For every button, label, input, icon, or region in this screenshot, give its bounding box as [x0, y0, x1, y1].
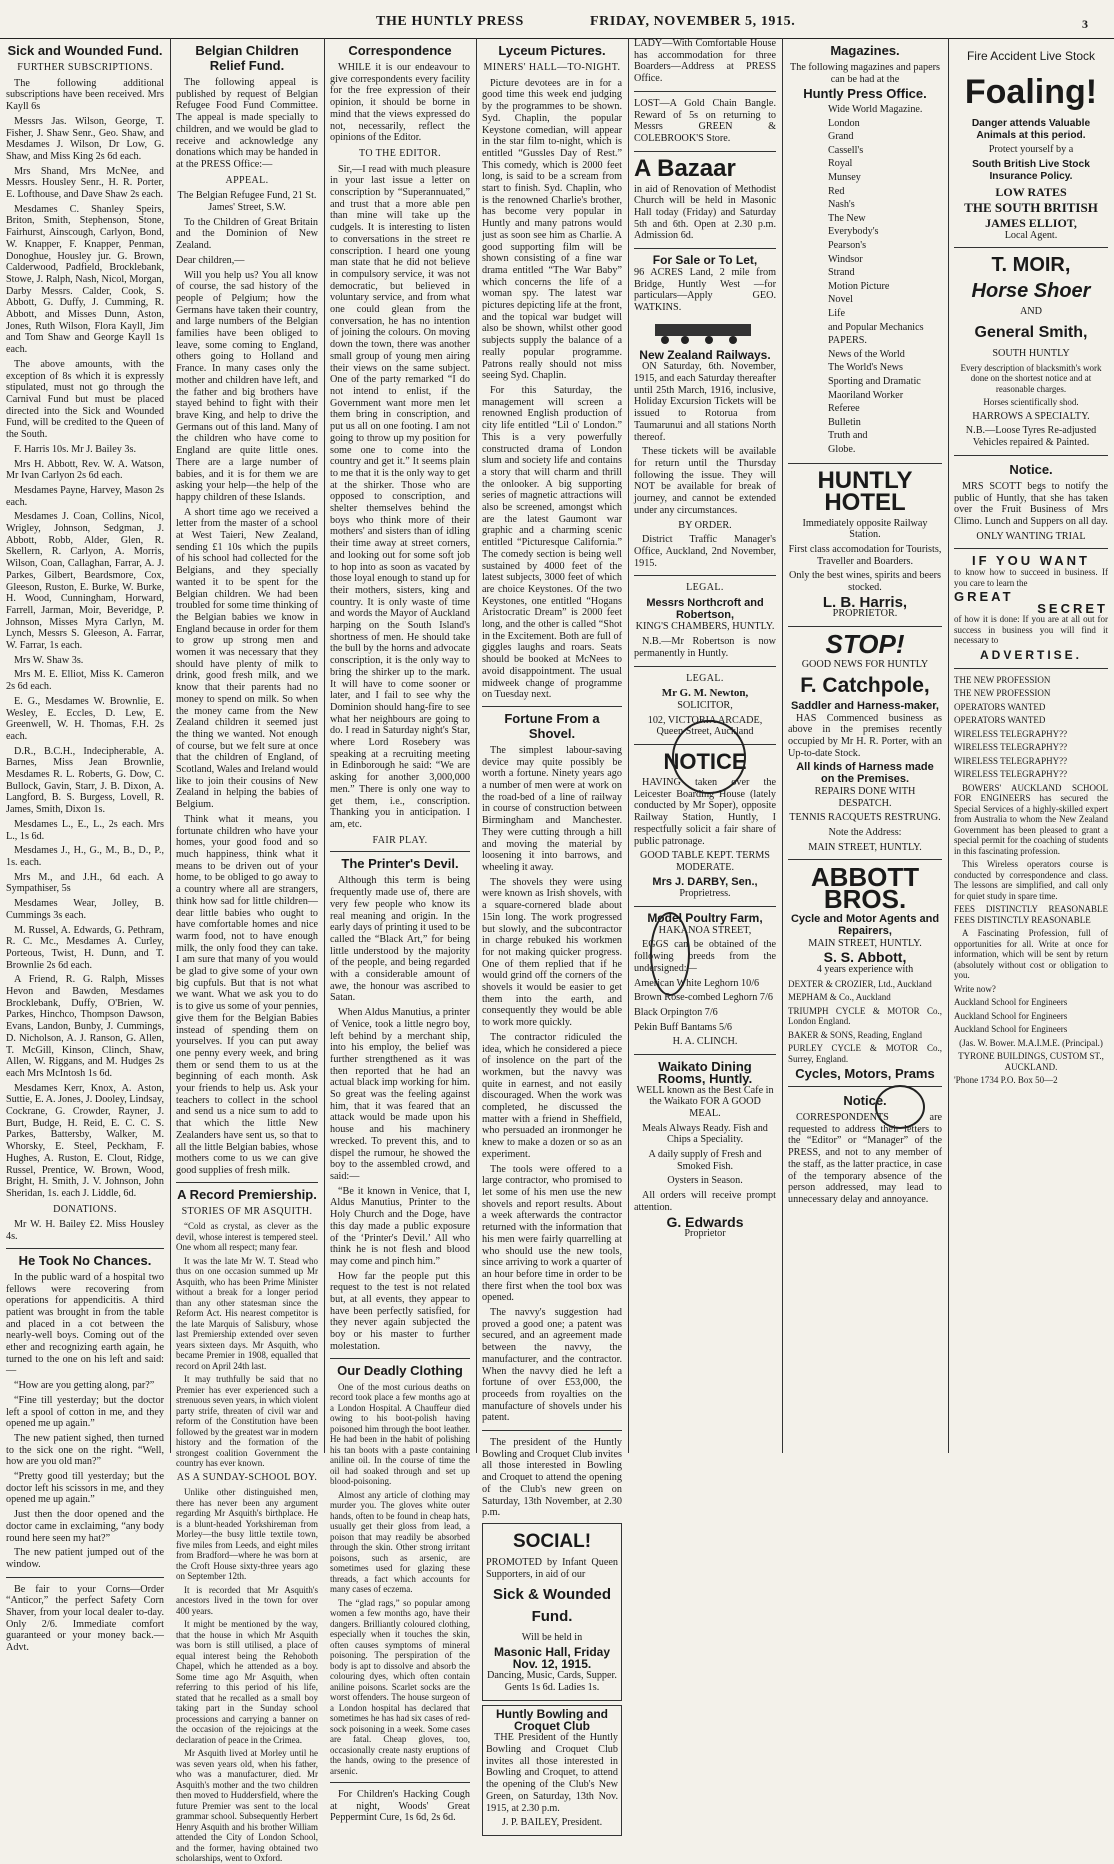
bowling-title: Huntly Bowling and Croquet Club [496, 1706, 608, 1733]
headline-notice-scott: Notice. [1009, 461, 1053, 477]
column-1 [0, 38, 170, 1654]
article-paragraph: Mesdames Wear, Jolley, B. Cummings 3s each. [6, 898, 164, 921]
dining-rooms-title: Waikato Dining Rooms, Huntly. [657, 1059, 753, 1086]
article-paragraph: Unlike other distinguished men, there has never been any argument regarding Mr Asquith's birthplace. He is a blunt-headed Yorkshireman from Morley—the busy little textile town, five miles from Leeds, and eight miles from Bradford—where he was born at the Croft House sixty-three years ago on September 12th. [176, 1487, 318, 1582]
article-paragraph: Mesdames J., H., G., M., B., D., P., 1s. each. [6, 845, 164, 868]
article-paragraph: Mesdames Kerr, Knox, A. Aston, Suttie, E. A. Jones, J. Dooley, Lindsay, Cockrane, G. Crowder, Rayner, J. Burt, Budge, H. Reid, E. C. C. S. Parkes, Battersby, Walker, M. Whorsky, E. Steel, Peckham, F. Hughes, A. Ruston, E. Clout, Ridge, Russel, Prentice, W. Brown, Wood, Bright, H. Smith, J. V. Johnson, John Sheridan, 1s. each J. Liddle, 6d. [6, 1082, 164, 1199]
advertise-heading: ADVERTISE. [979, 647, 1082, 662]
hotel-proprietor-title: PROPRIETOR. [832, 608, 898, 620]
headline-notice: Notice. [843, 1093, 887, 1109]
wireless-line: WIRELESS TELEGRAPHY?? [954, 755, 1068, 766]
wireless-school: Auckland School for Engineers [954, 1024, 1068, 1035]
magazine-item: Motion Picture [828, 280, 890, 292]
social-line: PROMOTED by Infant Queen Supporters, in aid of our [486, 1556, 618, 1580]
dining-text: Meals Always Ready. Fish and Chips a Speciality. [642, 1122, 768, 1146]
magazine-item: Life [828, 308, 845, 320]
poultry-breed: Brown Rose-combed Leghorn 7/6 [634, 992, 773, 1004]
headline-sick-wounded-fund: Sick and Wounded Fund. [7, 43, 163, 58]
catchpole-note: Note the Address: [828, 826, 902, 838]
magazine-item: Maoriland Worker [828, 389, 904, 401]
magazine-item: Truth and [828, 430, 868, 442]
article-paragraph: “Be it known in Venice, that I, Aldus Manutius, Printer to the Holy Church and the Doge, have this day made a public exposure of the ‘Printer's Devil.’ All who think he is not flesh and blood may come and pinch him.” [330, 1185, 470, 1267]
magazine-item: Strand [828, 267, 855, 279]
bowling-signature: J. P. BAILEY, President. [501, 1817, 603, 1829]
south-british: THE SOUTH BRITISH [964, 200, 1098, 216]
trial-note: ONLY WANTING TRIAL [976, 530, 1086, 542]
solicitors-note: N.B.—Mr Robertson is now permanently in Huntly. [634, 636, 776, 659]
catchpole-address: MAIN STREET, HUNTLY. [808, 841, 922, 853]
magazines-office: Huntly Press Office. [803, 86, 927, 102]
abbott-firm: PURLEY CYCLE & MOTOR Co., Surrey, England. [788, 1043, 942, 1064]
moir-and: AND [1019, 306, 1043, 318]
letter-heading: TO THE EDITOR. [359, 147, 441, 159]
dining-proprietor: G. Edwards [666, 1213, 744, 1230]
wireless-line: OPERATORS WANTED [954, 715, 1046, 726]
social-advertisement [482, 1523, 622, 1701]
subheading: STORIES OF MR ASQUITH. [181, 1205, 313, 1217]
article-paragraph: Mrs M. E. Elliot, Miss K. Cameron 2s 6d each. [6, 669, 164, 693]
magazine-item: The World's News [828, 362, 903, 374]
article-paragraph: “How are you getting along, par?” [14, 1380, 155, 1392]
wireless-line: THE NEW PROFESSION [954, 674, 1051, 685]
article-paragraph: F. Harris 10s. Mr J. Bailey 3s. [14, 443, 136, 455]
solicitors-address: KING'S CHAMBERS, HUNTLY. [635, 621, 775, 633]
catchpole-repairs: REPAIRS DONE WITH DESPATCH. [814, 785, 916, 809]
article-paragraph: The following additional subscriptions have been received. Mrs Kayll 6s [6, 77, 164, 113]
abbott-firm: BAKER & SONS, Reading, England [788, 1029, 922, 1040]
handwritten-mark [650, 912, 690, 996]
catchpole-tennis: TENNIS RACQUETS RESTRUNG. [789, 812, 941, 824]
article-paragraph: Mesdames Payne, Harvey, Mason 2s each. [6, 484, 164, 508]
insurance-policy: South British Live Stock Insurance Policy. [972, 159, 1090, 182]
page-number: 3 [1082, 17, 1089, 31]
wireless-principal: (Jas. W. Bower. M.A.I.M.E. (Principal.) [959, 1037, 1103, 1048]
handwritten-mark [875, 1085, 925, 1129]
if-you-want: IF YOU WANT [972, 553, 1090, 569]
railways-order: BY ORDER. [678, 519, 732, 531]
advertisement-anticor: Be fair to your Corns—Order “Anticor,” the perfect Safety Corn Shaver, from your local dealer to-day. Only 2/6. Immediate comfort guaranteed or your money back.—Advt. [6, 1583, 164, 1654]
magazine-item: London [828, 117, 860, 129]
dining-text: WELL known as the Best Cafe in the Waikato FOR A GOOD MEAL. [636, 1084, 774, 1119]
abbott-firm: TRIUMPH CYCLE & MOTOR Co., London England. [788, 1005, 942, 1027]
article-paragraph: The navvy's suggestion had proved a good one; a patent was secured, and an agreement made between the navvy, the manufacturer, and the contractor. When the navvy died he left a fortune of over £53,000, the proceeds from royalties on the manufacture of shovels under his patent. [482, 1307, 622, 1424]
article-paragraph: D.R., B.C.H., Indecipherable, A. Barnes, Miss Jean Brownlie, Mesdames R. L. Roberts, G. Dow, C. Bullock, Gavin, Starr, J. B. Dixon, A. Langford, B. S. Burgess, Lovell, R. James, Smith, Dixon 1s. [6, 745, 164, 816]
cycles-motors-prams: Cycles, Motors, Prams [795, 1066, 935, 1082]
wireless-line: THE NEW PROFESSION [954, 688, 1051, 699]
if-you-want-text: to know how to succeed in business. If you care to learn the [954, 567, 1108, 588]
poultry-breed: Pekin Buff Bantams 5/6 [634, 1021, 733, 1033]
headline-our-deadly-clothing: Our Deadly Clothing [330, 1358, 470, 1378]
wireless-phone: 'Phone 1734 P.O. Box 50—2 [954, 1075, 1058, 1086]
abbott-firm: DEXTER & CROZIER, Ltd., Auckland [788, 978, 932, 989]
wireless-address: TYRONE BUILDINGS, CUSTOM ST., AUCKLAND. [958, 1051, 1104, 1072]
notice-terms: GOOD TABLE KEPT. TERMS MODERATE. [640, 850, 770, 873]
social-fund: Sick & Wounded Fund. [492, 1586, 612, 1626]
headline-belgian-children-relief: Belgian Children Relief Fund. [195, 43, 299, 73]
moir-smith: General Smith, [974, 324, 1088, 342]
notice-text: HAVING taken over the Leicester Boarding House (lately conducted by Mr Soper), opposite Railway Station, Huntly, I respectfully solicit a fair share of public patronage. [634, 777, 776, 847]
headline-he-took-no-chances: He Took No Chances. [6, 1248, 164, 1268]
headline-magazines: Magazines. [830, 43, 900, 58]
magazine-item: Novel [828, 294, 853, 306]
article-paragraph: For this Saturday, the management will screen a renowned English production of city life entitled “Lil o' London.” This is a very powerfully constructed drama of London slum and society life and contains a story that will charm and thrill the onlooker. A big supporting series of magnetic attractions will also be screened, amongst which are the latest Gaumont war graphic and a charming scenic entitled “Picturesque California.” The comedy section is being well sustained by 4000 feet of the latest subjects, 3000 feet of which are choice Keystones. Of the two Keystones, one entitled “Hogans Aristocratic Dream” is 2000 feet long, and the other is called “Shot in the Excitement. Both are full of giggles laughs and roars. Seats should be booked at McNees to avoid disappointment. The usual midweek change of programme on Tuesday next. [482, 384, 622, 701]
article-paragraph: How far the people put this request to the test is not related but, at all events, they appear to have been perfectly satisfied, for they never again subjected the boy or his master to further molestation. [330, 1270, 470, 1352]
moir-trade: Horse Shoer [971, 280, 1091, 303]
article-paragraph: The new patient sighed, then turned to the sick one on the right. “Well, how are you old man?” [6, 1432, 164, 1468]
magazine-item: Munsey [828, 172, 861, 184]
social-title: SOCIAL! [512, 1530, 592, 1552]
subheading: FURTHER SUBSCRIPTIONS. [17, 62, 153, 73]
headline-record-premiership: A Record Premiership. [176, 1182, 318, 1202]
magazine-item: Pearson's [828, 240, 867, 252]
moir-text: Horses scientifically shod. [983, 397, 1079, 408]
article-paragraph: The contractor ridiculed the idea, which he considered a piece of insolence on the part of the workmen, but the navvy was quite in earnest, and not easily discouraged. When the work was completed, he discussed the matter with a friend in Sheffield, who persuaded an ironmonger he knew to make a dozen or so as an experiment. [482, 1031, 622, 1160]
magazine-item: PAPERS. [828, 335, 867, 347]
train-illustration [645, 320, 765, 344]
notice-proprietress-title: Proprietress. [679, 888, 731, 900]
social-line: Dancing, Music, Cards, Supper. Gents 1s 6d. Ladies 1s. [487, 1670, 617, 1694]
handwritten-mark [672, 720, 746, 794]
catchpole-text: HAS Commenced business as above in the premises recently occupied by Mr H. R. Porter, with an Up-to-date Stock. [788, 712, 942, 759]
abbott-firm: MEPHAM & Co., Auckland [788, 992, 891, 1003]
notice-title: NOTICE [663, 749, 747, 775]
article-paragraph: A short time ago we received a letter from the master of a school at West Taieri, New Zealand, sending £1 10s which the pupils of his school had collected for the Belgians, and they specially wanted it to be spent for the Belgian children. We had been troubled for some time thinking of the Belgian babies we know in England because in order for them to grow up strong men and women it was necessary that they should have plenty of milk to drink, good fresh milk, and we know that their parents had no money to spend on milk. So when the money came from the New Zealand children it seemed just the thing we wanted. Not enough of course, but we felt sure at once that the children of England, of Scotland, Wales and Ireland would like to join their cousins of New Zealand in helping the babies of Belgium. [176, 506, 318, 811]
article-paragraph: The “glad rags,” so popular among women a few months ago, have their dangers. Brilliantly coloured clothing, especially when it touches the skin, often causes symptoms of mineral poisoning. The perspiration of the body is apt to dissolve and absorb the colouring dyes, which often contain aniline poisons. Scarlet socks are the worst offenders. The house surgeon of a London hospital has declared that sometimes he has had six cases of red-sock poisoning in a week. Some cases are fatal. Cheap gloves, too, occasionally create nasty eruptions of the hands, owing to the presence of arsenic. [330, 1597, 470, 1776]
issue-date: FRIDAY, NOVEMBER 5, 1915. [590, 14, 796, 29]
column-3 [324, 38, 476, 1824]
appeal-address: The Belgian Refugee Fund, 21 St. James' Street, S.W. [177, 190, 317, 214]
catchpole-name: F. Catchpole, [800, 673, 930, 697]
foaling-heading: Foaling! [964, 73, 1098, 111]
bazaar-title: A Bazaar [634, 154, 736, 182]
article-paragraph: It may truthfully be said that no Premier has ever experienced such a strenuous seven years, in which violent party strife, threaten of civil war and reform of the Constitution have been followed by the greatest war in modern history and the formation of the strongest coalition Government the country has ever known. [176, 1374, 318, 1469]
catchpole-trade: Saddler and Harness-maker, [791, 699, 939, 712]
wireless-text: This Wireless operators course is conducted by correspondence and class. The lessons are simplified, and call only for quiet study in spare time. [954, 859, 1108, 901]
poultry-farm-street: HAKANOA STREET, [658, 924, 752, 936]
letter-signature: FAIR PLAY. [372, 834, 428, 846]
headline-printers-devil: The Printer's Devil. [330, 851, 470, 871]
article-paragraph: Mr Asquith lived at Morley until he was seven years old, when his father, who was a manufacturer, died. Mr Asquith's mother and the two children then moved to Huddersfield, where the future Premier was sent to the local grammar school. Subsequently Herbert Henry Asquith and his brother William attended the City of London School, and the former, having obtained two scholarships, went to Oxford. [176, 1748, 318, 1864]
moir-tyres: N.B.—Loose Tyres Re-adjusted Vehicles repaired & Painted. [965, 425, 1097, 449]
for-sale-details: 96 ACRES Land, 2 mile from Bridge, Huntly West —for particulars—Apply GEO. WATKINS. [634, 266, 776, 313]
hotel-accommodation: First class accomodation for Tourists, Traveller and Boarders. [788, 543, 942, 567]
column-7 [948, 38, 1114, 1453]
notice-proprietress: Mrs J. DARBY, Sen., [652, 875, 758, 888]
appeal-heading: APPEAL. [225, 174, 269, 186]
dining-text: All orders will receive prompt attention. [634, 1190, 776, 1213]
magazines-list [788, 103, 942, 456]
article-paragraph: The simplest labour-saving device may quite possibly be worth a fortune. Ninety years ago a number of men were at work on the road-bed of a line of railway in course of construction between Birmingham and Manchester. They were cutting through a hill and moving the material by loosening it into barrows, and wheeling it away. [482, 744, 622, 873]
magazine-item: Windsor [828, 253, 863, 265]
abbott-trade: Cycle and Motor Agents and Repairers, [790, 913, 940, 938]
magazine-item: Wide World Magazine. [828, 104, 923, 116]
low-rates: LOW RATES [995, 184, 1067, 199]
wireless-line: WIRELESS TELEGRAPHY?? [954, 728, 1068, 739]
bazaar-details: in aid of Renovation of Methodist Church will be held in Masonic Hall today (Friday) and Saturday 5th and 6th. Open at 2.30 p.m. Admission 6d. [634, 183, 776, 242]
article-paragraph: Think what it means, you fortunate children who have your homes, your good food and so much happiness, think what it means to be driven out of your home, to be obliged to go away to a country where all are strangers, think how sad for little children—dear little babies who ought to have comfortable homes and nice warm food, not to have enough milk, the only food they can take. I am sure that many of you would be glad to give some of your own big cupfuls. But that is not what we want. What we ask you to do is to give us some of your pennies, give them for the Belgian Babies instead of spending them on yourselves. If you can put away one penny every week, and bring them or send them to us at the beginning of each month. Ask your friends to help us. Ask your teachers to collect in the school and send us a nice sum to add to that which the little New Zealanders have sent us, so that to all the little Belgian babies, whose mothers come to us we can give good supplies of fresh milk. [176, 813, 318, 1176]
foaling-danger: Danger attends Valuable Animals at this period. [971, 118, 1091, 141]
column-2 [170, 38, 324, 1864]
railways-office: District Traffic Manager's Office, Auckland, 2nd November, 1915. [634, 534, 776, 569]
wireless-text: BOWERS' AUCKLAND SCHOOL FOR ENGINEERS has secured the Special Services of a highly-skilled expert from Australia to whom the New Zealand Government has been pleased to grant a special permit for the coaching of students in this fascinating profession. [954, 782, 1108, 856]
subheading: AS A SUNDAY-SCHOOL BOY. [176, 1471, 318, 1483]
bowling-text: THE President of the Huntly Bowling and Croquet Club invites all those interested in Bowling and Croquet, to attend the opening of the Club's New Green, on Saturday, 13th Nov. 1915, at 2.30 p.m. [486, 1732, 618, 1814]
moir-harrows: HARROWS A SPECIALTY. [972, 410, 1090, 422]
scott-notice: MRS SCOTT begs to notify the public of Huntly, that she has taken over the Fruit Business of Mrs Climo. Lunch and Suppers on all day. [954, 480, 1108, 527]
railways-title: New Zealand Railways. [639, 347, 771, 362]
article-paragraph: The above amounts, with the exception of 8s which it is expressly stipulated, must not go through the Carnival Fund but must be placed directed into the Sick and Wounded Fund, will be credited to the Queen of the South. [6, 358, 164, 441]
abbott-address: MAIN STREET, HUNTLY. [808, 937, 922, 949]
magazine-item: News of the World [828, 348, 905, 360]
article-paragraph: Mesdames L., E., L., 2s each. Mrs L., 1s 6d. [6, 818, 164, 842]
headline-fortune-from-a-shovel: Fortune From a Shovel. [482, 706, 622, 741]
dining-text: Oysters in Season. [667, 1175, 743, 1187]
salutation: Dear children,— [176, 254, 245, 266]
donations-heading: DONATIONS. [53, 1203, 117, 1215]
dining-proprietor-title: Proprietor [684, 1228, 726, 1240]
poultry-breed: American White Leghorn 10/6 [634, 977, 760, 989]
article-paragraph: M. Russel, A. Edwards, G. Pethram, R. C. Mc., Mesdames A. Curley, Porteous, Twist, H. Dunn, and T. Brownlie 2s 6d each. [6, 924, 164, 971]
article-paragraph: The following appeal is published by request of Belgian Refugee Food Fund Committee. The appeal is made specially to children, and we would be glad to receive and acknowledge any donations which may be handed in at the PRESS Office:— [176, 77, 318, 170]
wireless-line: WIRELESS TELEGRAPHY?? [954, 742, 1068, 753]
article-paragraph: E. G., Mesdames W. Brownlie, E. Wesley, E. Eccles, D. Lew, E. Greenwell, W. H. Thomas, F.H. 2s each. [6, 695, 164, 742]
secret-heading: SECRET [1037, 600, 1108, 616]
bowling-club-advertisement [482, 1705, 622, 1836]
article-paragraph: When Aldus Manutius, a printer of Venice, took a little negro boy, left behind by a merchant ship, into his employ, the belief was further strengthened as it was then reported that he had an actual black imp working for him. So great was the feeling against him, that it was feared that an attack would be made upon his house and his machinery wrecked. To prevent this, and to dispel the rumour, he showed the boy to the assembled crowd, and said:— [330, 1007, 470, 1182]
newspaper-title: THE HUNTLY PRESS [376, 14, 524, 29]
article-paragraph: Mr W. H. Bailey £2. Miss Housley 4s. [6, 1219, 164, 1243]
article-paragraph: The new patient jumped out of the window. [6, 1547, 164, 1570]
social-venue: Masonic Hall, Friday Nov. 12, 1915. [493, 1645, 611, 1671]
article-paragraph: Mrs W. Shaw 3s. [14, 654, 84, 666]
agent-name: JAMES ELLIOT, [985, 215, 1077, 230]
article-paragraph: One of the most curious deaths on record took place a few months ago at a London Hospital. A Chauffeur died owing to his boot-polish having poisoned him through the boot leather. He had been in the habit of polishing his tan boots with a paste containing aniline oil. In the course of time the oil had soaked through and set up blood-poisoning. [330, 1381, 470, 1487]
poultry-owner: H. A. CLINCH. [672, 1036, 738, 1048]
solicitor-address: 102, VICTORIA ARCADE, Queen Street, Auckland [647, 714, 763, 738]
hotel-location: Immediately opposite Railway Station. [802, 517, 928, 541]
article-paragraph: Almost any article of clothing may murder you. The gloves white outer hands, often to be found in cheap hats, usually get their gloss from lead, a poison that may readily be absorbed through the skin. Other strong irritant poisons, such as arsenic, are sometimes used for glazing these threads, a fact which accounts for many cases of eczema. [330, 1489, 470, 1595]
article-paragraph: It was the late Mr W. T. Stead who thus on one occasion summed up Mr Asquith, who has been Prime Minister without a break for a longer period than any other statesman since the Reform Act. His nearest competitor is the late Marquis of Salisbury, whose last Premiership extended over seven years sixteen days. Mr Asquith, who became Premier in 1908, equalled that record on April 24th last. [176, 1255, 318, 1371]
magazine-item: Red [828, 185, 845, 197]
article-paragraph: Mesdames C. Shanley Speirs, Briton, Smith, Stephenson, Stone, Fairhurst, Ainscough, Carlyon, Bond, W. Knapper, F. Knapper, Penman, Donoghue, Housley jur. G. Brown, Calderwood, Padfield, Brocklebank, Stowe, J. Ralph, Nash, Nicol, Morgan, Darby Messrs. Calder, Cook, S. Abbott, G. Duffy, J. Cumming, R. Abbott, and Misses Dunn, Aston, Jones, Ruth Wilson, Flora Kayll, Jim and Tom Shaw and George Kayll 1s each. [6, 203, 164, 356]
stop-heading: STOP! [825, 629, 905, 660]
article-paragraph: Mrs Shand, Mrs McNee, and Messrs. Housley Senr., H. R. Porter, E. Lofthouse, and Dave Shaw 2s each. [6, 165, 164, 201]
great-heading: GREAT [954, 589, 1014, 605]
article-paragraph: Mrs M., and J.H., 6d each. A Sympathiser, 5s [6, 871, 164, 895]
legal-heading: LEGAL. [686, 672, 724, 684]
masthead [0, 0, 1114, 39]
article-paragraph: Just then the door opened and the doctor came in exclaiming, “any body round here seen my hat?” [6, 1509, 164, 1544]
magazine-item: Globe. [828, 443, 856, 455]
catchpole-harness: All kinds of Harness made on the Premises. [796, 761, 934, 786]
wireless-text: A Fascinating Profession, full of opportunities for all. Write at once for information, which will be sent by return (absolutely without cost or obligation to you. [954, 928, 1108, 981]
correspondents-notice: CORRESPONDENTS are requested to address their letters to the “Editor” or “Manager” of the PRESS, and not to any member of the staff, as the latter practice, in case of the temporary absence of the person addressed, may lead to unnecessary delay and annoyance. [788, 1112, 942, 1205]
magazine-item: The New [828, 212, 866, 224]
article-paragraph: Picture devotees are in for a good time this week end judging by the programmes to be shown. Syd. Chaplin, the popular Keystone comedian, will appear in the star film to-night, which is entitled “Gussles Day of Rest.” This comedy, which is 2000 feet long, is said to be a scream from start to finish. Syd. Chaplin, who is the renowned Charlie's brother, has become very popular in Huntly and many patrons would just as soon see him as Charlie. A good supporting film will be shown consisting of a fine war drama entitled “The War Baby” which concerns the life of a woman spy. The latest war pictures depicting life at the front, and the topical war budget will also be shown, whilst other good subjects supply the balance of a really popular programme. Patrons really should not miss seeing Syd. Chaplin. [482, 77, 622, 382]
wireless-line: WIRELESS TELEGRAPHY?? [954, 769, 1068, 780]
poultry-breed: Black Orpington 7/6 [634, 1007, 718, 1018]
poultry-farm-text: EGGS can be obtained of the following breeds from the undersigned:— [634, 939, 776, 974]
railways-text: ON Saturday, 6th. November, 1915, and each Saturday thereafter until 25th March, 1916, inclusive, Holiday Excursion Tickets will be issued to Rotorua from Taumarunui and all stations North thereof. [634, 361, 776, 443]
for-sale-title: For Sale or To Let, [652, 253, 758, 268]
legal-heading: LEGAL. [686, 582, 724, 594]
article-paragraph: Mrs H. Abbott, Rev. W. A. Watson, Mr Ivan Carlyon 2s 6d each. [6, 458, 164, 482]
article-paragraph: Messrs Jas. Wilson, George, T. Fisher, J. Shaw Senr., Geo. Shaw, and Mesdames J. Wilson, Dr Low, G. Shaw, and Miss King 2s 6d each. [6, 115, 164, 162]
railways-text: These tickets will be available for return until the Thursday following the issue. They will NOT be available for break of journey, and cannot be extended under any circumstances. [634, 446, 776, 516]
wireless-school: Auckland School for Engineers [954, 1010, 1068, 1021]
hotel-proprietor: L. B. Harris, [822, 593, 908, 611]
foaling-protect: Protect yourself by a [988, 144, 1074, 156]
article-paragraph: Will you help us? You all know of course, the sad history of the people of Pelgium; how the Germans have taken their country, and large numbers of the Belgian families have been obliged to leave, some coming to England, others going to Holland and France. In many cases only the mother and children have left, and the father and big brothers have stayed behind to fight with their brave King, and help to drive the Germans out of this land. Many of the children who have come to England are quite little ones. There are a large number of babies, and it is for them we are asking your help—the help of the happy children of these Islands. [176, 269, 318, 503]
huntly-hotel-title: HUNTLY HOTEL [817, 466, 913, 516]
article-paragraph: “Pretty good till yesterday; but the doctor left his scissors in me, and they opened me up again.” [6, 1471, 164, 1506]
magazines-intro: The following magazines and papers can be had at the [790, 62, 940, 85]
moir-location: SOUTH HUNTLY [992, 348, 1070, 360]
article-paragraph: A Friend, R. G. Ralph, Misses Hevon and Bawden, Mesdames Brocklebank, Duffy, O'Brien, W. Parkes, Hinchco, Thompson Dawson, Evans, Landon, Bunby, J. Cummings, D. Nicholson, A. J. Ranson, G. Allen, T. McGill, Kinson, Clinch, Shaw, Allen, W. Riggans, and M. Hudges 2s each Mrs McIntosh 1s 6d. [6, 974, 164, 1079]
abbott-bros-title: ABBOTT BROS. [810, 862, 920, 915]
article-paragraph: “Fine till yesterday; but the doctor left a spool of cotton in me, and they opened me up again.” [6, 1394, 164, 1430]
social-line: Will be held in [521, 1632, 583, 1644]
secret-text: of how it is done: If you are at all out for success in business you will find it necessary to [954, 614, 1108, 646]
magazine-item: Nash's [828, 199, 855, 211]
appeal-recipient: To the Children of Great Britain and the Dominion of New Zealand. [176, 216, 318, 252]
article-paragraph: In the public ward of a hospital two fellows were recovering from operations for appendicitis. A third patient was brought in from the table and placed in a cot between the nearly-well boys. Coming out of the ether and recognizing earth again, he turned to the one on his left and said:— [6, 1271, 164, 1377]
article-paragraph: Mesdames J. Coan, Collins, Nicol, Wrigley, Johnson, Sedgman, J. Abbott, Robb, Alder, Glen, R. Skellern, R. Carlyon, A. Morris, Wilson, Coan, Callaghan, Farrar, A. J. Parkes, Gilbert, Beardsmore, Cox, Gleeson, Ruston, E. Burke, W. Burke, H. Wood, Cunningham, Horward, Farrell, Jarman, Moir, Beveridge, P. Johnson, Misses Myra Carlyn, M. Lynch, Messrs S. Gleeson, A. Farrar, W. Farrar, 1s each. [6, 511, 164, 652]
poultry-farm-title: Model Poultry Farm, [647, 911, 763, 926]
classified-lady-boarders: LADY—With Comfortable House has accommodation for three Boarders—Address at PRESS Office. [634, 38, 776, 85]
magazine-item: Grand [828, 131, 854, 143]
wireless-fees: FEES DISTINCTLY REASONABLE FEES DISTINCTLY REASONABLE [954, 904, 1108, 925]
article-paragraph: The shovels they were using were known as Irish shovels, with a square-cornered blade about 15in long. The work progressed but slowly, and the subcontractor in charge rebuked his workmen for not making quicker progress. One of them replied that if he would grind off the corners of the shovels it would be easier to get them into the earth, and consequently they would be able to work more quickly. [482, 876, 622, 1029]
letter-body: Sir,—I read with much pleasure in your last issue a letter on conscription by “Superannuated,” and trust that a more able pen than mine will take up the cudgels. It is interesting to listen to conversations in the street re conscription. I heard one young man state that he did not believe in compulsory service, it was not democratic, but believed in voluntary service, and from what one could glean from the conversation, he has no intention of joining the colours. On moving down the town, there was another small group of young men airing their views on the same subject. One of the party remarked “I do not intend to enlist, if the Government want more men let them bring in conscription, and put us all on one footing. I am not going to throw up my position for some one to come into the country and get it.” It seems plain to me that it is the only way to get at the shirker. Those who are opposed to conscription, and shelter themselves behind the boys who think more of their mothers' and sisters than of idling their time away at street corners, and looking out for some soft job to hop into as soon as vacated by those loyal enough to stand up for their mothers, sisters, king and country. It is only waste of time and words the Mayor of Auckland harping on the South Island's shortness of men. He should take the bull by the horns and advocate conscription, it is the only way to bring the shirker up to the mark. It will have to come sooner or later, and I fail to see why the Dominion should hang-fire to see what her neighbours are going to do. I read in Saturday night's Star, where Lord Rosebery was speaking at a recruiting meeting in Edinborough he said: “We are asking for another 3,000,000 men.” There is only one way to get them, i.e., conscription. Thanking you in anticipation. I am, etc. [330, 163, 470, 830]
advertisement-cough-cure: For Children's Hacking Cough at night, Woods' Great Peppermint Cure, 1s 6d, 2s 6d. [330, 1789, 470, 1824]
agent-title: Local Agent. [1004, 229, 1058, 241]
solicitor-title: SOLICITOR, [677, 699, 733, 711]
abbott-experience: 4 years experience with [816, 964, 914, 976]
abbott-name: S. S. Abbott, [823, 949, 907, 966]
moir-text: Every description of blacksmith's work done on the shortest notice and at reasonable charges. [960, 362, 1102, 394]
solicitor-name: Mr G. M. Newton, [661, 687, 749, 700]
magazine-item: Cassell's [828, 144, 864, 156]
solicitors-name: Messrs Northcroft and Robertson, [646, 597, 764, 621]
magazine-item: Everybody's [828, 226, 879, 238]
article-paragraph: The president of the Huntly Bowling and Croquet Club invites all those interested in Bowling and Croquet to attend the opening of the Club's new green on Saturday, 13th November, at 2.30 p.m. [482, 1437, 622, 1519]
article-paragraph: It is recorded that Mr Asquith's ancestors lived in the town for over 400 years. [176, 1584, 318, 1616]
magazine-item: Referee [828, 403, 860, 415]
editorial-note: WHILE it is our endeavour to give correspondents every facility for the free expression of their opinion, it should be borne in mind that the views expressed do not, necessarily, reflect the opinions of the Editor. [330, 62, 470, 144]
headline-correspondence: Correspondence [348, 43, 452, 58]
insurance-types: Fire Accident Live Stock [966, 49, 1096, 63]
wireless-school: Auckland School for Engineers [954, 997, 1068, 1008]
magazine-item: and Popular Mechanics [828, 321, 924, 333]
magazine-item: Bulletin [828, 416, 861, 428]
wireless-line: OPERATORS WANTED [954, 701, 1046, 712]
magazine-item: Sporting and Dramatic [828, 375, 921, 387]
article-paragraph: It might be mentioned by the way, that the house in which Mr Asquith was born is still utilised, a place of equal interest being the Rehoboth Chapel, which he attended as a boy. Some time ago Mr Asquith, when referring to this period of his life, stated that he recalled as a small boy taking part in the Sunday school processions and carrying a banner on the occasion of the rejoicings at the declaration of peace in the Crimea. [176, 1619, 318, 1745]
good-news: GOOD NEWS FOR HUNTLY [801, 659, 929, 671]
subheading: MINERS' HALL—TO-NIGHT. [483, 62, 621, 73]
classified-lost-bangle: LOST—A Gold Chain Bangle. Reward of 5s on returning to Messrs GREEN & COLEBROOK'S Store. [634, 97, 776, 144]
moir-name: T. MOIR, [991, 254, 1071, 277]
column-6 [782, 38, 948, 1453]
column-4 [476, 38, 628, 1829]
headline-lyceum-pictures: Lyceum Pictures. [498, 43, 606, 58]
article-paragraph: The tools were offered to a large contractor, who promised to let some of his men use the new shovels and report results. About a week afterwards the contractor returned with the information that his men were fairly quarrelling at who should use the new tools, since arriving to work a quarter of an hour before time in order to be there first when the tool box was opened. [482, 1163, 622, 1304]
article-paragraph: “Cold as crystal, as clever as the devil, whose interest is tempered steel. One whom all respect; many fear. [176, 1221, 318, 1253]
magazine-item: Royal [828, 158, 853, 170]
wireless-write-now: Write now? [954, 983, 996, 994]
hotel-drinks: Only the best wines, spirits and beers stocked. [789, 570, 941, 594]
dining-text: A daily supply of Fresh and Smoked Fish. [648, 1149, 762, 1172]
article-paragraph: Although this term is being frequently made use of, there are very few people who know its real meaning and origin. In the early days of printing it used to be called the “Black Art,” for being little understood by the majority of the people, and being regarded with a considerable amount of awe, the honour was ascribed to Satan. [330, 875, 470, 1004]
